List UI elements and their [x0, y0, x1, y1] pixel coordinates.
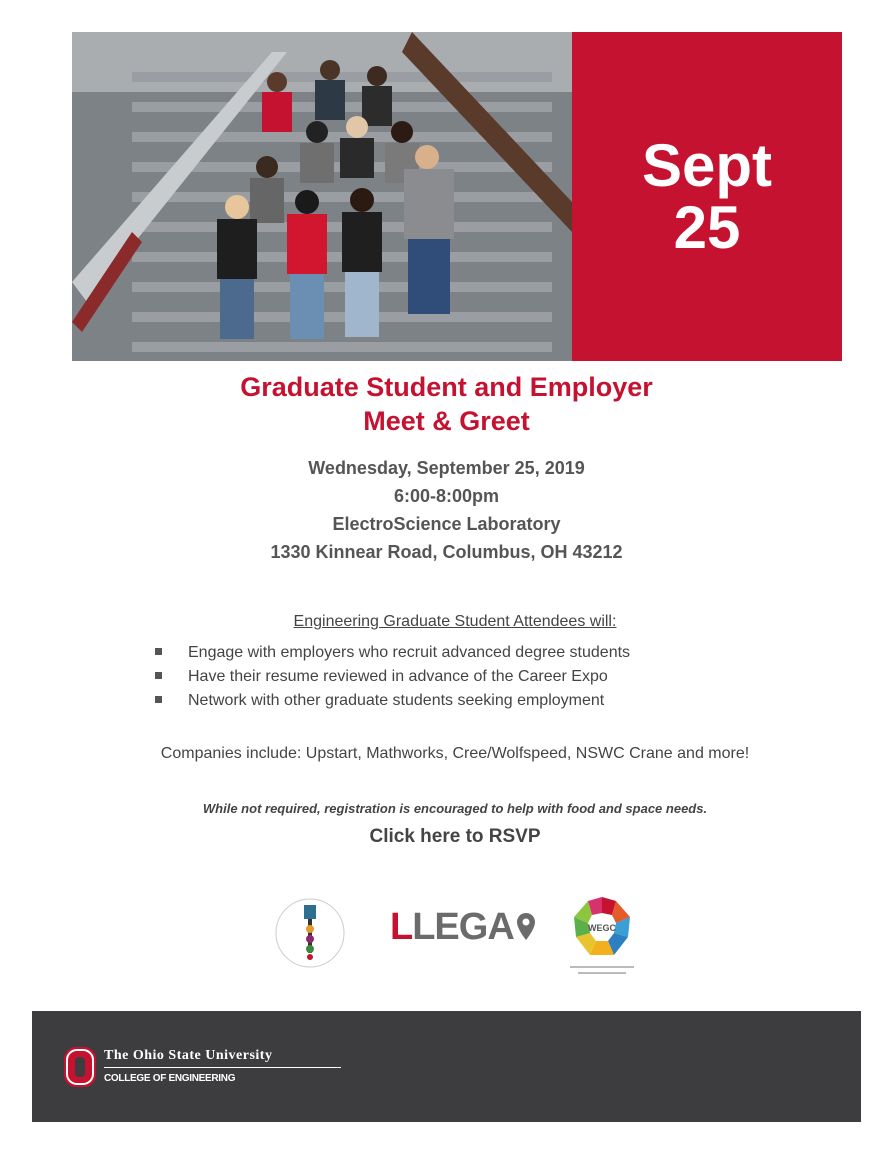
list-item: Have their resume reviewed in advance of the Career Expo	[155, 666, 630, 690]
university-name: The Ohio State University	[104, 1048, 273, 1063]
society-black-grad-engineers-logo	[267, 895, 353, 975]
college-name: COLLEGE OF ENGINEERING	[104, 1073, 236, 1084]
llega-wordmark: LEGA	[412, 905, 514, 948]
event-time: 6:00-8:00pm	[393, 486, 500, 506]
event-venue: ElectroScience Laboratory	[332, 514, 561, 534]
companies-text: Companies include: Upstart, Mathworks, Cree/Wolfspeed, NSWC Crane and more!	[160, 745, 750, 762]
event-date: Wednesday, September 25, 2019	[308, 458, 585, 478]
divider	[104, 1067, 341, 1068]
attendee-benefits-list	[155, 642, 630, 714]
osu-block-o-icon	[64, 1047, 96, 1087]
list-item: Engage with employers who recruit advanced degree students	[155, 642, 630, 666]
date-day: 25	[673, 193, 741, 261]
wegc-logo	[560, 892, 644, 982]
hero-banner	[72, 32, 842, 361]
list-item: Network with other graduate students seeking employment	[155, 690, 630, 714]
llega-red-letter: L	[390, 905, 413, 948]
attendees-heading: Engineering Graduate Student Attendees will:	[293, 613, 617, 630]
group-photo-illustration	[72, 32, 572, 361]
date-badge	[572, 32, 842, 361]
event-title-line1: Graduate Student and Employer	[240, 372, 653, 402]
sbge-emblem-icon	[267, 895, 353, 975]
date-month: Sept	[641, 131, 773, 199]
llega-logo	[390, 905, 536, 949]
registration-note: While not required, registration is encouraged to help with food and space needs.	[202, 801, 708, 816]
rsvp-link[interactable]: Click here to RSVP	[369, 826, 541, 847]
map-pin-icon	[516, 912, 536, 942]
wegc-label: WEGC	[588, 923, 616, 933]
event-title-line2: Meet & Greet	[363, 406, 530, 436]
group-photo	[72, 32, 572, 361]
wegc-gear-icon	[560, 892, 644, 982]
event-address: 1330 Kinnear Road, Columbus, OH 43212	[270, 542, 623, 562]
footer-banner	[32, 1011, 861, 1122]
